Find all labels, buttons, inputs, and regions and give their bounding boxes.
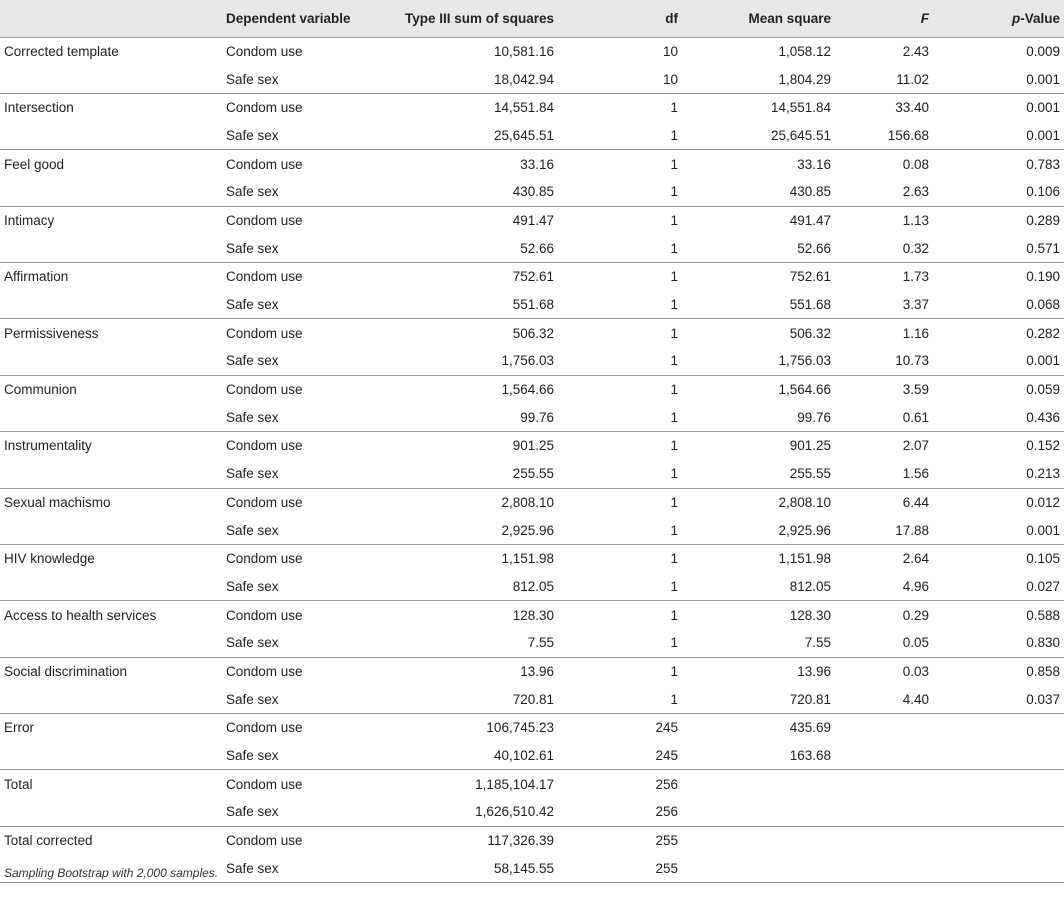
cell-df: 1 <box>670 691 678 707</box>
cell-mean-square: 1,151.98 <box>678 544 831 572</box>
cell-p-value: 0.588 <box>929 601 1064 629</box>
cell-type3-ss: 18,042.94 <box>493 71 554 87</box>
table-row <box>0 37 1064 65</box>
cell-df: 1 <box>554 375 678 403</box>
cell-p-value: 0.001 <box>1026 71 1060 87</box>
table-row <box>0 403 1064 431</box>
cell-f <box>831 770 929 798</box>
cell-f: 33.40 <box>831 93 929 121</box>
cell-df: 10 <box>662 71 678 87</box>
table-row <box>0 375 1064 403</box>
cell-p-value: 0.282 <box>929 319 1064 347</box>
cell-type3-ss: 7.55 <box>527 635 554 651</box>
cell-df: 1 <box>554 93 678 121</box>
cell-mean-square: 14,551.84 <box>678 93 831 121</box>
table-row <box>0 263 1064 291</box>
table-row <box>0 65 1064 93</box>
cell-effect <box>0 347 226 375</box>
cell-dependent-variable: Safe sex <box>226 804 279 820</box>
table-row <box>0 742 1064 770</box>
header-df: df <box>665 10 678 26</box>
cell-type3-ss: 901.25 <box>396 432 554 460</box>
cell-type3-ss: 2,925.96 <box>501 522 554 538</box>
cell-effect: Affirmation <box>0 263 226 291</box>
cell-f: 0.08 <box>831 150 929 178</box>
cell-effect: Access to health services <box>0 601 226 629</box>
table-row <box>0 291 1064 319</box>
cell-f: 1.73 <box>831 263 929 291</box>
cell-f <box>831 798 929 826</box>
cell-type3-ss: 1,756.03 <box>501 353 554 369</box>
cell-dependent-variable: Safe sex <box>226 691 279 707</box>
cell-p-value: 0.001 <box>1026 522 1060 538</box>
cell-p-value <box>929 742 1064 770</box>
cell-df: 1 <box>670 466 678 482</box>
table-row <box>0 178 1064 206</box>
cell-f: 4.40 <box>902 691 929 707</box>
cell-f: 0.03 <box>831 657 929 685</box>
header-p-value <box>929 0 1064 37</box>
cell-effect: Social discrimination <box>0 657 226 685</box>
cell-effect <box>0 798 226 826</box>
cell-df: 1 <box>554 263 678 291</box>
cell-p-value <box>929 714 1064 742</box>
cell-p-value: 0.152 <box>929 432 1064 460</box>
table-footnote: Sampling Bootstrap with 2,000 samples. <box>4 866 219 880</box>
cell-p-value <box>929 826 1064 854</box>
cell-df: 1 <box>670 635 678 651</box>
cell-dependent-variable: Condom use <box>226 93 396 121</box>
cell-mean-square: 1,058.12 <box>678 37 831 65</box>
cell-effect <box>0 742 226 770</box>
cell-type3-ss: 10,581.16 <box>396 37 554 65</box>
cell-f <box>831 826 929 854</box>
cell-effect <box>0 403 226 431</box>
cell-p-value: 0.037 <box>1026 691 1060 707</box>
cell-dependent-variable: Safe sex <box>226 466 279 482</box>
cell-df: 10 <box>554 37 678 65</box>
cell-dependent-variable: Condom use <box>226 544 396 572</box>
cell-f: 3.37 <box>902 297 929 313</box>
cell-p-value: 0.783 <box>929 150 1064 178</box>
cell-df: 1 <box>670 127 678 143</box>
cell-dependent-variable: Safe sex <box>226 297 279 313</box>
cell-type3-ss: 551.68 <box>512 297 554 313</box>
cell-mean-square: 163.68 <box>789 748 831 764</box>
cell-df: 245 <box>655 748 678 764</box>
cell-mean-square: 901.25 <box>678 432 831 460</box>
cell-df: 1 <box>670 353 678 369</box>
cell-effect <box>0 122 226 150</box>
table-row <box>0 629 1064 657</box>
cell-type3-ss: 25,645.51 <box>493 127 554 143</box>
cell-mean-square: 506.32 <box>678 319 831 347</box>
cell-dependent-variable: Safe sex <box>226 240 279 256</box>
cell-df: 255 <box>554 826 678 854</box>
cell-mean-square: 1,564.66 <box>678 375 831 403</box>
header-dependent-variable: Dependent variable <box>226 10 351 26</box>
cell-mean-square: 128.30 <box>678 601 831 629</box>
cell-dependent-variable: Condom use <box>226 488 396 516</box>
cell-type3-ss: 106,745.23 <box>396 714 554 742</box>
cell-f: 1.13 <box>831 206 929 234</box>
cell-f: 2.64 <box>831 544 929 572</box>
table-row <box>0 516 1064 544</box>
cell-f <box>831 742 929 770</box>
cell-mean-square: 25,645.51 <box>770 127 831 143</box>
cell-p-value: 0.289 <box>929 206 1064 234</box>
cell-p-value: 0.059 <box>929 375 1064 403</box>
cell-dependent-variable: Safe sex <box>226 522 279 538</box>
table-row <box>0 798 1064 826</box>
cell-mean-square: 1,804.29 <box>778 71 831 87</box>
cell-df: 1 <box>554 206 678 234</box>
cell-df: 1 <box>554 150 678 178</box>
cell-mean-square <box>678 770 831 798</box>
cell-dependent-variable: Safe sex <box>226 71 279 87</box>
cell-type3-ss: 117,326.39 <box>396 826 554 854</box>
cell-mean-square: 435.69 <box>678 714 831 742</box>
cell-f: 1.56 <box>902 466 929 482</box>
table-row <box>0 150 1064 178</box>
cell-df: 256 <box>554 770 678 798</box>
cell-dependent-variable: Condom use <box>226 37 396 65</box>
cell-f: 3.59 <box>831 375 929 403</box>
cell-df: 1 <box>670 409 678 425</box>
cell-df: 1 <box>670 522 678 538</box>
cell-dependent-variable: Condom use <box>226 375 396 403</box>
cell-dependent-variable: Safe sex <box>226 748 279 764</box>
cell-dependent-variable: Condom use <box>226 319 396 347</box>
cell-p-value <box>929 770 1064 798</box>
cell-f: 0.61 <box>902 409 929 425</box>
table-row <box>0 573 1064 601</box>
cell-df: 1 <box>554 657 678 685</box>
cell-f <box>831 854 929 882</box>
cell-df: 1 <box>554 601 678 629</box>
cell-p-value <box>929 854 1064 882</box>
cell-p-value: 0.105 <box>929 544 1064 572</box>
header-p-value-prefix: p <box>1011 10 1021 26</box>
cell-df: 1 <box>554 488 678 516</box>
cell-p-value: 0.001 <box>1026 353 1060 369</box>
cell-type3-ss: 99.76 <box>520 409 554 425</box>
cell-mean-square <box>678 798 831 826</box>
cell-type3-ss: 1,151.98 <box>396 544 554 572</box>
table-row <box>0 601 1064 629</box>
cell-type3-ss: 52.66 <box>520 240 554 256</box>
table-row <box>0 432 1064 460</box>
cell-p-value: 0.213 <box>1026 466 1060 482</box>
table-row <box>0 488 1064 516</box>
cell-mean-square: 13.96 <box>678 657 831 685</box>
cell-f: 1.16 <box>831 319 929 347</box>
cell-f: 156.68 <box>887 127 929 143</box>
cell-df: 255 <box>554 854 678 882</box>
cell-effect <box>0 685 226 713</box>
cell-mean-square: 812.05 <box>789 578 831 594</box>
cell-effect <box>0 178 226 206</box>
cell-mean-square: 7.55 <box>804 635 831 651</box>
cell-effect: HIV knowledge <box>0 544 226 572</box>
cell-f: 0.05 <box>902 635 929 651</box>
cell-f: 2.07 <box>831 432 929 460</box>
cell-dependent-variable: Safe sex <box>226 127 279 143</box>
table-row <box>0 657 1064 685</box>
cell-type3-ss: 128.30 <box>396 601 554 629</box>
table-row <box>0 93 1064 121</box>
cell-effect: Communion <box>0 375 226 403</box>
cell-dependent-variable: Condom use <box>226 601 396 629</box>
cell-f: 4.96 <box>902 578 929 594</box>
cell-df: 245 <box>554 714 678 742</box>
table-row <box>0 826 1064 854</box>
cell-effect: Error <box>0 714 226 742</box>
cell-dependent-variable: Condom use <box>226 826 396 854</box>
cell-mean-square: 255.55 <box>789 466 831 482</box>
cell-type3-ss: 720.81 <box>512 691 554 707</box>
table-row <box>0 544 1064 572</box>
cell-df: 1 <box>670 578 678 594</box>
cell-dependent-variable: Safe sex <box>226 854 396 882</box>
cell-type3-ss: 255.55 <box>512 466 554 482</box>
cell-p-value: 0.830 <box>1026 635 1060 651</box>
table-row <box>0 460 1064 488</box>
cell-p-value: 0.009 <box>929 37 1064 65</box>
cell-type3-ss: 2,808.10 <box>396 488 554 516</box>
table-row <box>0 714 1064 742</box>
table-row <box>0 234 1064 262</box>
cell-df: 1 <box>554 432 678 460</box>
cell-mean-square <box>678 854 831 882</box>
cell-p-value: 0.027 <box>1026 578 1060 594</box>
cell-effect: Instrumentality <box>0 432 226 460</box>
cell-effect: Corrected template <box>0 37 226 65</box>
cell-effect: Intersection <box>0 93 226 121</box>
cell-dependent-variable: Condom use <box>226 206 396 234</box>
cell-df: 1 <box>670 240 678 256</box>
cell-effect <box>0 460 226 488</box>
cell-type3-ss: 58,145.55 <box>396 854 554 882</box>
cell-df: 256 <box>655 804 678 820</box>
cell-f: 11.02 <box>896 71 929 87</box>
cell-mean-square: 491.47 <box>678 206 831 234</box>
cell-dependent-variable: Safe sex <box>226 353 279 369</box>
cell-mean-square: 99.76 <box>797 409 831 425</box>
cell-dependent-variable: Condom use <box>226 770 396 798</box>
table-row <box>0 319 1064 347</box>
cell-p-value: 0.001 <box>1026 127 1060 143</box>
cell-type3-ss: 752.61 <box>396 263 554 291</box>
cell-p-value: 0.001 <box>929 93 1064 121</box>
cell-effect <box>0 291 226 319</box>
header-mean-square: Mean square <box>748 10 831 26</box>
cell-f: 0.29 <box>831 601 929 629</box>
cell-dependent-variable: Safe sex <box>226 578 279 594</box>
cell-p-value: 0.012 <box>929 488 1064 516</box>
cell-f <box>831 714 929 742</box>
cell-effect <box>0 65 226 93</box>
cell-mean-square: 720.81 <box>789 691 831 707</box>
cell-effect: Feel good <box>0 150 226 178</box>
cell-mean-square: 752.61 <box>678 263 831 291</box>
cell-p-value: 0.190 <box>929 263 1064 291</box>
cell-p-value: 0.571 <box>1026 240 1060 256</box>
cell-df: 1 <box>670 297 678 313</box>
cell-type3-ss: 13.96 <box>396 657 554 685</box>
cell-f: 2.43 <box>831 37 929 65</box>
cell-mean-square: 2,808.10 <box>678 488 831 516</box>
cell-dependent-variable: Condom use <box>226 263 396 291</box>
cell-type3-ss: 1,564.66 <box>396 375 554 403</box>
header-type3-ss: Type III sum of squares <box>404 10 554 26</box>
cell-effect: Total <box>0 770 226 798</box>
header-p-value-suffix: -Value <box>1020 10 1060 26</box>
cell-f: 2.63 <box>902 184 929 200</box>
cell-type3-ss: 14,551.84 <box>396 93 554 121</box>
cell-mean-square: 2,925.96 <box>778 522 831 538</box>
cell-f: 17.88 <box>895 522 929 538</box>
cell-type3-ss: 1,626,510.42 <box>475 804 554 820</box>
cell-mean-square: 52.66 <box>797 240 831 256</box>
cell-f: 10.73 <box>895 353 929 369</box>
cell-dependent-variable: Condom use <box>226 714 396 742</box>
cell-effect: Intimacy <box>0 206 226 234</box>
cell-df: 1 <box>554 319 678 347</box>
cell-type3-ss: 491.47 <box>396 206 554 234</box>
cell-effect: Sexual machismo <box>0 488 226 516</box>
cell-p-value: 0.858 <box>929 657 1064 685</box>
cell-dependent-variable: Safe sex <box>226 409 279 425</box>
cell-dependent-variable: Condom use <box>226 150 396 178</box>
table-row <box>0 347 1064 375</box>
cell-effect <box>0 516 226 544</box>
cell-dependent-variable: Condom use <box>226 657 396 685</box>
cell-type3-ss: 1,185,104.17 <box>396 770 554 798</box>
cell-effect: Permissiveness <box>0 319 226 347</box>
table-row <box>0 206 1064 234</box>
cell-dependent-variable: Condom use <box>226 432 396 460</box>
cell-p-value <box>929 798 1064 826</box>
cell-type3-ss: 812.05 <box>512 578 554 594</box>
cell-dependent-variable: Safe sex <box>226 635 279 651</box>
cell-effect <box>0 573 226 601</box>
cell-df: 1 <box>670 184 678 200</box>
cell-mean-square: 33.16 <box>678 150 831 178</box>
header-f: F <box>920 10 929 26</box>
cell-mean-square <box>678 826 831 854</box>
cell-p-value: 0.106 <box>1026 184 1060 200</box>
cell-type3-ss: 33.16 <box>396 150 554 178</box>
table-row <box>0 685 1064 713</box>
table-row <box>0 122 1064 150</box>
cell-df: 1 <box>554 544 678 572</box>
cell-effect: Total corrected <box>0 826 226 854</box>
table-row <box>0 770 1064 798</box>
cell-f: 0.32 <box>902 240 929 256</box>
cell-dependent-variable: Safe sex <box>226 184 279 200</box>
cell-p-value: 0.436 <box>1026 409 1060 425</box>
cell-type3-ss: 40,102.61 <box>493 748 554 764</box>
cell-mean-square: 430.85 <box>789 184 831 200</box>
cell-mean-square: 1,756.03 <box>778 353 831 369</box>
cell-effect <box>0 629 226 657</box>
cell-effect <box>0 234 226 262</box>
cell-type3-ss: 430.85 <box>512 184 554 200</box>
cell-f: 6.44 <box>831 488 929 516</box>
cell-p-value: 0.068 <box>1026 297 1060 313</box>
header-row <box>0 0 1064 37</box>
cell-mean-square: 551.68 <box>789 297 831 313</box>
table-body <box>0 37 1064 883</box>
header-effect <box>0 0 226 37</box>
cell-type3-ss: 506.32 <box>396 319 554 347</box>
